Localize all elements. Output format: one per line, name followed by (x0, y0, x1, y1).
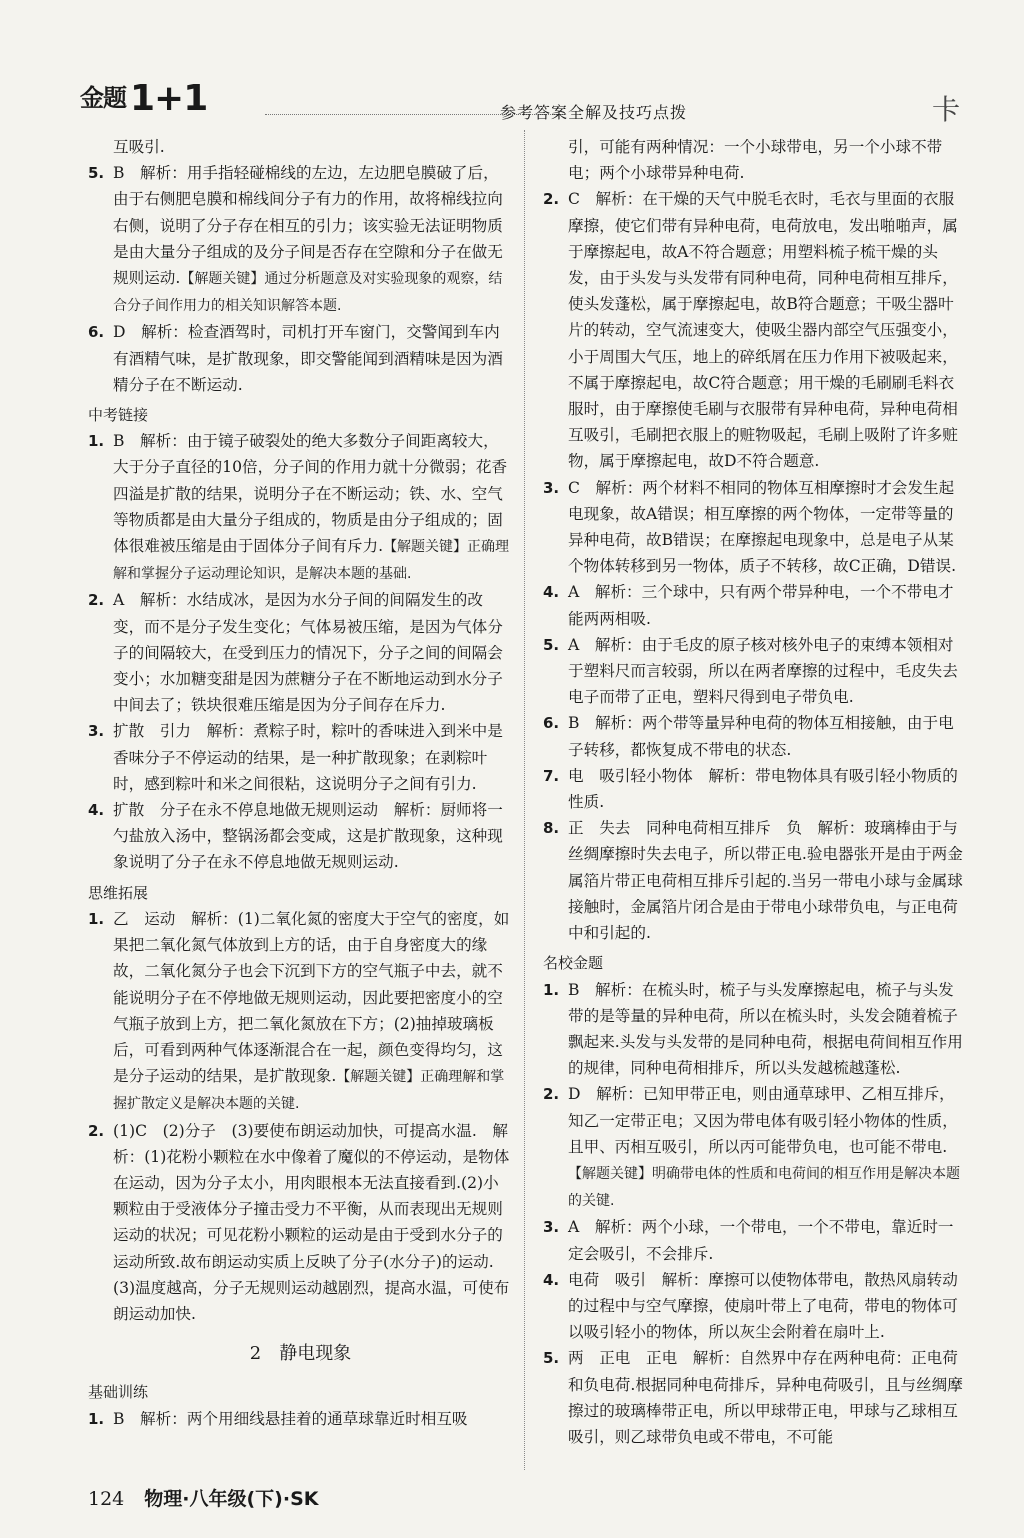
answer-r4 (543, 579, 968, 631)
answer-number: 2. (543, 1085, 560, 1104)
answer-r8 (543, 815, 968, 946)
key-note: 【解题关键】正确理解和掌握扩散定义是解决本题的关键. (113, 1069, 505, 1113)
answer-number: 4. (543, 583, 560, 602)
answer-number: 5. (543, 635, 560, 654)
brand-logo (80, 78, 207, 119)
answer-s1 (88, 906, 513, 1118)
answer-text: 乙 运动 解析：(1)二氧化氮的密度大于空气的密度，如果把二氧化氮气体放到上方的话，由于自身密度大的缘故，二氧化氮分子也会下沉到下方的空气瓶子中去，就不能说明分子在不停地做无规则运动，因此要把密度小的空气瓶子放到上方，把二氧化氮放在下方；(2)抽掉玻璃板后，可看到两种气体逐渐混合在一起，颜色变得均匀，这是分子运动的结果，是扩散现象. (113, 909, 510, 1086)
answer-number: 7. (543, 766, 560, 785)
answer-j1 (88, 1406, 513, 1432)
answer-text: A 解析：三个球中，只有两个带异种电，一个不带电才能两两相吸. (568, 583, 954, 628)
book-subject: 物理·八年级(下)·SK (144, 1488, 319, 1510)
key-note: 【解题关键】通过分析题意及对实验现象的观察，结合分子间作用力的相关知识解答本题. (113, 271, 503, 315)
section-heading: 中考链接 (88, 406, 149, 425)
answer-m5 (543, 1345, 968, 1450)
answer-number: 4. (88, 801, 105, 820)
answer-z2 (88, 587, 513, 718)
page-footer (88, 1484, 318, 1511)
answer-text: A 解析：由于毛皮的原子核对核外电子的束缚本领相对于塑料尺而言较弱，所以在两者摩擦的过程中，毛皮失去电子而带了正电，塑料尺得到电子带负电. (568, 635, 958, 707)
answer-5 (88, 160, 513, 319)
answer-number: 5. (88, 164, 105, 183)
answer-m1 (543, 977, 968, 1082)
answer-text: D 解析：已知甲带正电，则由通草球甲、乙相互排斥，知乙一定带正电；又因为带电体有吸引轻小物体的性质，且甲、丙相互吸引，所以丙可能带负电，也可能不带电. (568, 1085, 958, 1156)
answer-r2 (543, 186, 968, 474)
answer-number: 1. (88, 909, 105, 928)
page-number: 124 (88, 1488, 125, 1510)
answer-number: 3. (543, 1218, 560, 1237)
answer-number: 2. (88, 1121, 105, 1140)
answer-number: 5. (543, 1349, 560, 1368)
answer-text: 扩散 引力 解析：煮粽子时，粽叶的香味进入到米中是香味分子不停运动的结果，是一种扩散现象；在剥粽叶时，感到粽叶和米之间很粘，这说明分子之间有引力. (113, 722, 503, 793)
left-column (88, 134, 513, 1432)
answer-text: A 解析：水结成冰，是因为水分子间的间隔发生的改变，而不是分子发生变化；气体易被压缩，是因为气体分子的间隔较大，在受到压力的情况下，分子之间的间隔会变小；水加糖变甜是因为蔗糖分子在不断地运动到水分子中间去了；铁块很难压缩是因为分子间存在斥力. (113, 591, 503, 715)
answer-text: B 解析：用手指轻碰棉线的左边，左边肥皂膜破了后，由于右侧肥皂膜和棉线间分子有力的作用，故将棉线拉向右侧，说明了分子存在相互的引力；该实验无法证明物质是由大量分子组成的及分子间是否存在空隙和分子在做无规则运动. (113, 164, 503, 288)
answer-number: 6. (543, 714, 560, 733)
answer-number: 1. (88, 1409, 105, 1428)
key-note: 【解题关键】明确带电体的性质和电荷间的相互作用是解决本题的关键. (568, 1165, 960, 1210)
key-note: 【解题关键】正确理解和掌握分子运动理论知识，是解决本题的基础. (113, 539, 510, 583)
answer-number: 3. (88, 722, 105, 741)
answer-text: 正 失去 同种电荷相互排斥 负 解析：玻璃棒由于与丝绸摩擦时失去电子，所以带正电.验电器张开是由于两金属箔片带正电荷相互排斥引起的.当另一带电小球与金属球接触时，金属箔片闭合是由于带电小球带负电，与正电荷中和引起的. (568, 819, 963, 943)
answer-s2 (88, 1118, 513, 1328)
answer-6 (88, 319, 513, 398)
section-heading: 基础训练 (88, 1383, 149, 1402)
answer-number: 4. (543, 1270, 560, 1289)
answer-m3 (543, 1214, 968, 1266)
answer-text: B 解析：由于镜子破裂处的绝大多数分子间距离较大，大于分子直径的10倍，分子间的作用力就十分微弱；花香四溢是扩散的结果，说明分子在不断运动；铁、水、空气等物质都是由大量分子组成的，物质是由分子组成的；固体很难被压缩是由于固体分子间有斥力. (113, 432, 508, 556)
answer-text: C 解析：两个材料不相同的物体互相摩擦时才会发生起电现象，故A错误；相互摩擦的两个物体，一定带等量的异种电荷，故B错误；在摩擦起电现象中，总是电子从某个物体转移到另一物体，质子不转移，故C正确，D错误. (568, 478, 957, 576)
page-header (80, 78, 960, 130)
section-heading: 思维拓展 (88, 883, 149, 902)
chapter-title: 2 静电现象 (249, 1343, 352, 1365)
section-heading: 名校金题 (543, 954, 604, 973)
answer-z3 (88, 718, 513, 797)
answer-number: 2. (88, 591, 105, 610)
answer-text: 电荷 吸引 解析：摩擦可以使物体带电，散热风扇转动的过程中与空气摩擦，使扇叶带上了电荷，带电的物体可以吸引轻小的物体，所以灰尘会附着在扇叶上. (568, 1270, 958, 1342)
answer-text: C 解析：在干燥的天气中脱毛衣时，毛衣与里面的衣服摩擦，使它们带有异种电荷，电荷放电，发出啪啪声，属于摩擦起电，故A不符合题意；用塑料梳子梳干燥的头发，由于头发与头发带有同种电荷，同种电荷相互排斥，使头发蓬松，属于摩擦起电，故B符合题意；干吸尘器叶片的转动，空气流速变大，使吸尘器内部空气压强变小，小于周围大气压，地上的碎纸屑在压力作用下被吸起来，不属于摩擦起电，故C符合题意；用干燥的毛刷刷毛料衣服时，由于摩擦使毛刷与衣服带有异种电荷，异种电荷相互吸引，毛刷把衣服上的赃物吸起，毛刷上吸附了许多赃物，属于摩擦起电，故D不符合题意. (568, 190, 958, 471)
answer-number: 8. (543, 819, 560, 838)
answer-text: (1)C (2)分子 (3)要使布朗运动加快，可提高水温. 解析：(1)花粉小颗粒在水中像着了魔似的不停运动，是物体在运动，因为分子太小，用肉眼根本无法直接看到.(2)小颗粒由于受液体分子撞击受力不平衡，从而表现出无规则运动的状况；可见花粉小颗粒的运动是由于受到水分子的运动所致.故布朗运动实质上反映了分子(水分子)的运动.(3)温度越高，分子无规则运动越剧烈，提高水温，可使布朗运动加快. (113, 1121, 510, 1323)
answer-text: 扩散 分子在永不停息地做无规则运动 解析：厨师将一勺盐放入汤中，整锅汤都会变咸，这是扩散现象，这种现象说明了分子在永不停息地做无规则运动. (113, 801, 503, 872)
answer-text: B 解析：两个用细线悬挂着的通草球靠近时相互吸 (113, 1409, 468, 1428)
intro-text: 互吸引. (113, 138, 165, 156)
answer-r5 (543, 632, 968, 711)
answer-z4 (88, 797, 513, 876)
answer-m4 (543, 1267, 968, 1346)
header-mark: 卡 (931, 93, 960, 126)
answer-text: A 解析：两个小球，一个带电，一个不带电，靠近时一定会吸引，不会排斥. (568, 1218, 954, 1263)
answer-number: 1. (88, 432, 105, 451)
answer-text: B 解析：在梳头时，梳子与头发摩擦起电，梳子与头发带的是等量的异种电荷，所以在梳头时，头发会随着梳子飘起来.头发与头发带的是同种电荷，根据电荷间相互作用的规律，同种电荷相排斥，所以头发越梳越蓬松. (568, 980, 963, 1078)
answer-r3 (543, 475, 968, 580)
answer-text: B 解析：两个带等量异种电荷的物体互相接触，由于电子转移，都恢复成不带电的状态. (568, 714, 954, 759)
answer-m2 (543, 1081, 968, 1214)
logo-small-text: 金题 (80, 84, 126, 112)
answer-r6 (543, 710, 968, 762)
answer-z1 (88, 428, 513, 587)
answer-number: 2. (543, 190, 560, 209)
answer-number: 6. (88, 323, 105, 342)
answer-number: 3. (543, 478, 560, 497)
answer-text: 两 正电 正电 解析：自然界中存在两种电荷：正电荷和负电荷.根据同种电荷排斥，异种电荷吸引，且与丝绸摩擦过的玻璃棒带正电，所以甲球带正电，甲球与乙球相互吸引，则乙球带负电或不带电，不可能 (568, 1349, 963, 1446)
logo-main-text: 1+1 (130, 78, 208, 119)
answer-text: D 解析：检查酒驾时，司机打开车窗门，交警闻到车内有酒精气味，是扩散现象，即交警能闻到酒精味是因为酒精分子在不断运动. (113, 323, 503, 394)
answer-text: 电 吸引轻小物体 解析：带电物体具有吸引轻小物质的性质. (568, 766, 958, 812)
continued-text: 引，可能有两种情况：一个小球带电，另一个小球不带电；两个小球带异种电荷. (568, 138, 943, 183)
answer-r7 (543, 763, 968, 815)
column-divider (524, 130, 525, 1470)
right-column (543, 134, 968, 1450)
header-title: 参考答案全解及技巧点拨 (500, 103, 688, 122)
answer-number: 1. (543, 980, 560, 999)
